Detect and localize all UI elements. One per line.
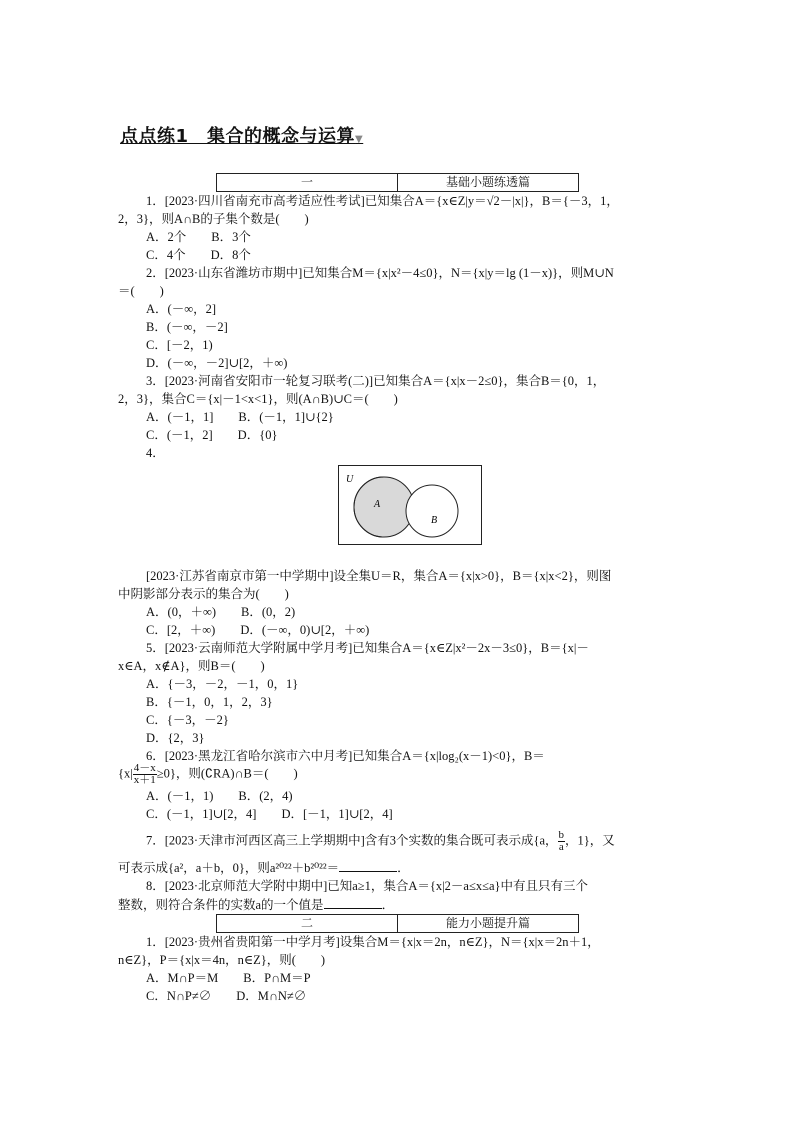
venn-diagram — [338, 465, 482, 545]
question-3-options-ab: A．(－1，1] B．(－1，1]∪{2} — [146, 410, 334, 424]
venn-label-b: B — [431, 515, 438, 526]
question-4-options-cd: C．[2，＋∞) D．(－∞，0)∪[2，＋∞) — [146, 623, 370, 637]
question-2-option-c: C．[－2，1) — [146, 338, 213, 352]
question-4-number: 4． — [146, 446, 165, 460]
question-1-options-cd: C．4个 D．8个 — [146, 248, 251, 262]
question-4-options-ab: A．(0，＋∞) B．(0，2) — [146, 605, 296, 619]
section-name: 能力小题提升篇 — [445, 916, 530, 930]
set-b-circle — [406, 485, 458, 537]
question-6-line-1: 6．[2023·黑龙江省哈尔滨市六中月考]已知集合A＝{x|log₂(x－1)<0}，B＝ — [146, 749, 545, 763]
venn-label-a: A — [374, 499, 381, 510]
question-9-options-cd: C．N∩P≠∅ D．M∩N≠∅ — [146, 989, 307, 1003]
section-header-basic — [216, 173, 579, 192]
question-6-options-cd: C．(－1，1]∪[2，4] D．[－1，1]∪[2，4] — [146, 807, 393, 821]
question-5-line-2: x∈A，x∉A}，则B＝( ) — [118, 659, 265, 673]
question-4-line-2: 中阴影部分表示的集合为( ) — [118, 587, 289, 601]
question-7-line-2: 可表示成{a²，a＋b，0}，则a²⁰²²＋b²⁰²²＝ ． — [118, 861, 410, 875]
question-8-line-1: 8．[2023·北京师范大学附中期中]已知a≥1，集合A＝{x|2－a≤x≤a}中有且只有三个 — [146, 879, 588, 893]
answer-blank[interactable] — [324, 896, 382, 909]
section-number: 一 — [217, 174, 398, 191]
venn-label-u: U — [346, 474, 354, 485]
question-5-option-d: D．{2，3} — [146, 731, 205, 745]
answer-blank[interactable] — [339, 859, 397, 872]
question-7-line-1: 7．[2023·天津市河西区高三上学期期中]含有3个实数的集合既可表示成{a， $\frac{b}{a}$ ，1}，又 — [146, 829, 615, 853]
question-5-option-a: A．{－3，－2，－1，0，1} — [146, 677, 299, 691]
dropdown-marker-icon: ▼ — [355, 134, 364, 145]
question-9-line-2: n∈Z}，P＝{x|x＝4n，n∈Z}，则( ) — [118, 953, 326, 967]
question-8-line-2: 整数，则符合条件的实数a的一个值是 ． — [118, 898, 395, 912]
question-2-line-2: ＝( ) — [118, 284, 164, 298]
section-number: 二 — [217, 915, 398, 932]
question-9-options-ab: A．M∩P＝M B．P∩M＝P — [146, 971, 311, 985]
question-4-line-1: [2023·江苏省南京市第一中学期中]设全集U＝R，集合A＝{x|x>0}，B＝{x|x<2}，则图 — [146, 569, 612, 583]
question-1-line-1: 1．[2023·四川省南充市高考适应性考试]已知集合A＝{x∈Z|y＝√2－|x|}，B＝{－3，1， — [146, 194, 619, 208]
question-5-option-c: C．{－3，－2} — [146, 713, 229, 727]
fraction: $\frac{4-x}{x+1}$ — [133, 762, 156, 786]
question-2-line-1: 2．[2023·山东省潍坊市期中]已知集合M＝{x|x²－4≤0}，N＝{x|y＝lg (1－x)}，则M∪N — [146, 266, 614, 280]
question-1-options-ab: A．2个 B．3个 — [146, 230, 251, 244]
question-1-line-2: 2，3}，则A∩B的子集个数是( ) — [118, 212, 309, 226]
question-3-line-2: 2，3}，集合C＝{x|－1<x<1}，则(A∩B)∪C＝( ) — [118, 392, 398, 406]
question-2-option-d: D．(－∞，－2]∪[2，＋∞) — [146, 356, 288, 370]
section-name: 基础小题练透篇 — [445, 175, 530, 189]
question-6-line-2: {x| $\frac{4-x}{x+1}$ ≥0}，则(∁RA)∩B＝( ) — [118, 762, 298, 786]
question-5-option-b: B．{－1，0，1，2，3} — [146, 695, 273, 709]
question-3-line-1: 3．[2023·河南省安阳市一轮复习联考(二)]已知集合A＝{x|x－2≤0}，集合B＝{0，1， — [146, 374, 606, 388]
section-header-advanced — [216, 914, 579, 933]
page-title: 点点练1 集合的概念与运算▼ — [120, 126, 364, 147]
question-2-option-b: B．(－∞，－2] — [146, 320, 228, 334]
question-3-options-cd: C．(－1，2] D．{0} — [146, 428, 278, 442]
question-5-line-1: 5．[2023·云南师范大学附属中学月考]已知集合A＝{x∈Z|x²－2x－3≤0}，B＝{x|－ — [146, 641, 589, 655]
question-9-line-1: 1．[2023·贵州省贵阳第一中学月考]设集合M＝{x|x＝2n，n∈Z}，N＝{x|x＝2n＋1， — [146, 935, 600, 949]
question-6-options-ab: A．(－1，1) B．(2，4) — [146, 789, 293, 803]
fraction: $\frac{b}{a}$ — [558, 829, 565, 853]
question-2-option-a: A．(－∞，2] — [146, 302, 217, 316]
